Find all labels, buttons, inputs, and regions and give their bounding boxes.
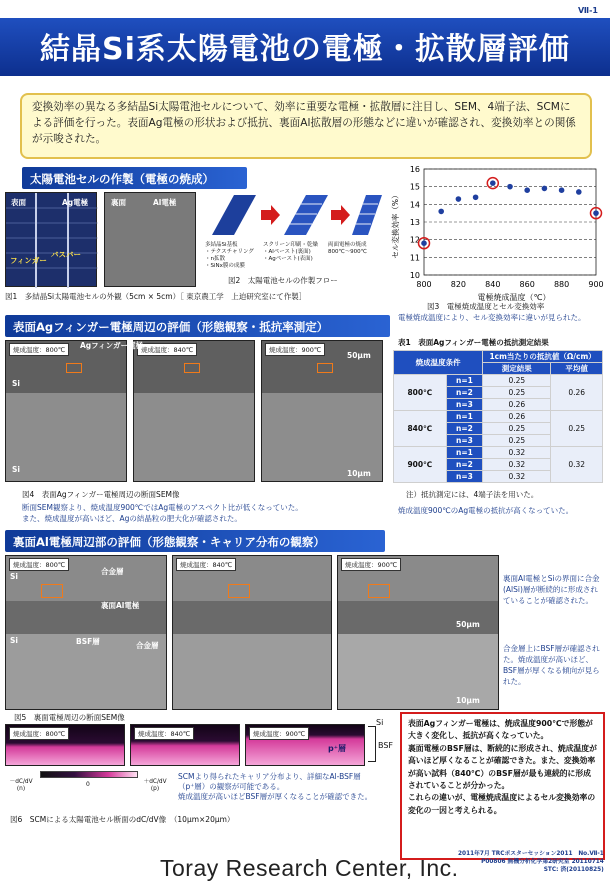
chart-point [593,210,599,216]
cell-back-photo [104,192,196,287]
fig5-caption: 図5 裏面電極周辺の断面SEM像 [14,713,125,722]
chart-point [473,194,479,200]
section-heading-back-al: 裏面Al電極周辺部の評価（形態観察・キャリア分布の観察） [5,530,385,552]
arrow-icon [261,205,280,225]
table-header-avg: 平均値 [551,363,603,375]
chart-y-tick-label: 10 [409,271,420,280]
chart-y-tick-label: 14 [409,200,420,210]
printed-cell-shape [284,195,328,235]
back-label: 裏面 [111,198,126,207]
back-temp-tag-800: 焼成温度：800℃ [9,558,69,571]
chart-y-tick-label: 12 [409,235,420,245]
back-scale-10um: 10μm [456,696,480,705]
chart-x-tick-label: 800 [416,280,432,289]
chart-point [507,184,513,190]
temp-tag-840: 焼成温度：840℃ [137,343,197,356]
ag-finger-label: Agフィンガー電極 [80,341,144,350]
scm-scale-minus: －dC/dV (n) [9,779,33,792]
summary-box: 変換効率の異なる多結晶Si太陽電池セルについて、効率に重要な電極・拡散層に注目し、SEM、4端子法、SCMによる評価を行った。表面Ag電極の形状および抵抗、裏面Al拡散層の形態などに違いが確認され、変換効率との関係が示唆された。 [20,93,592,159]
table-row: n=2 0.25 [394,387,603,399]
fired-cell-shape [352,195,382,235]
scm-color-scale [40,771,138,778]
scale-50um: 50μm [347,351,371,360]
scm-p-label: p⁺層 [328,744,346,753]
flow-step1: 多結晶Si基板 ・テクスチャリング ・n拡散 ・SiNx膜の成膜 [205,242,254,269]
sem-front-900 [261,340,383,482]
scm-temp-800: 焼成温度：800℃ [9,727,69,740]
back-temp-tag-900: 焼成温度：900℃ [341,558,401,571]
back-si-label-lower: Si [10,636,18,645]
scm-800 [5,724,125,766]
chart-y-tick-label: 16 [409,165,420,174]
table-row: n=3 0.32 [394,471,603,483]
fig4-notes: 断面SEM観察より、焼成温度900℃ではAg電極のアスペクト比が低くなっていた。 また、焼成温度が高いほど、Agの結晶粒の肥大化が確認された。 [22,503,303,523]
chart-point [524,187,530,193]
section-heading-cell-fabrication: 太陽電池セルの作製（電極の焼成） [22,167,247,189]
flow-step2: スクリーン印刷・乾燥 ・Alペースト(裏面) ・Agペースト(表面) [263,242,318,262]
alloy-label: 合金層 [101,567,124,576]
ag-electrode-label: Ag電極 [62,198,89,207]
chart-y-tick-label: 15 [409,182,420,192]
chart-ylabel: セル変換効率（%） [391,191,400,259]
conclusion-1: 表面Agフィンガー電極は、焼成温度900℃で形態が大きく変化し、抵抗が高くなっていた。 [408,719,593,741]
si-label-lower: Si [12,465,20,474]
page-title: 結晶Si系太陽電池の電極・拡散層評価 [40,32,570,67]
conclusion-2: 裏面電極のBSF層は、断続的に形成され、焼成温度が高いほど厚くなることが確認できた。また、変換効率が高い試料（840℃）のBSF層が最も連続的に形成されていることが分かった。 [408,743,597,791]
conclusion-3: これらの違いが、電極焼成温度によるセル変換効率の変化の一因と考えられる。 [408,793,596,815]
back-si-label: Si [10,572,18,581]
page-id: Ⅶ-1 [578,6,598,15]
chart-xlabel: 電極焼成温度（℃） [477,293,551,302]
sem-back-900 [337,555,499,710]
table-row: n=2 0.25 [394,423,603,435]
table-row: 900℃ n=1 0.32 0.32 [394,447,603,459]
sem-back-840 [172,555,332,710]
back-al-label: 裏面Al電極 [101,601,140,610]
substrate-shape [212,195,256,235]
fig3-caption: 図3 電極焼成温度とセル変換効率 [427,302,545,311]
scm-900 [245,724,365,766]
chart-x-tick-label: 880 [553,280,570,289]
si-label: Si [12,379,20,388]
sem-front-840 [133,340,255,482]
finger-label: フィンガー [10,256,47,265]
chart-point [490,180,496,186]
back-side-note-1: 裏面Al電極とSiの界面に合金(AlSi)層が断続的に形成されていることが確認された。 [503,574,600,605]
scm-temp-900: 焼成温度：900℃ [249,727,309,740]
table-row: n=2 0.32 [394,459,603,471]
temp-tag-900: 焼成温度：900℃ [265,343,325,356]
al-electrode-label: Al電極 [153,198,177,207]
fig6-caption: 図6 SCMによる太陽電池セル断面のdC/dV像 （10μm×20μm） [10,815,235,824]
section-heading-front-ag: 表面Agフィンガー電極周辺の評価（形態観察・抵抗率測定） [5,315,390,337]
table-header-condition: 焼成温度条件 [394,351,483,375]
fig2-caption: 図2 太陽電池セルの作製フロー [228,276,338,285]
chart-y-tick-label: 11 [409,253,420,263]
chart-point [576,189,582,195]
scm-bsf-label: BSF [378,741,394,750]
table-header-measured: 測定結果 [483,363,551,375]
scm-si-label: Si [376,718,384,727]
bsf-label: BSF層 [76,637,100,646]
scm-scale-zero: 0 [86,781,90,788]
chart-point [542,186,548,192]
flow-step3: 両面電極の焼成 800℃～900℃ [328,242,367,255]
resistance-table [393,350,603,483]
table1-footnote: 注）抵抗測定には、4端子法を用いた。 [406,490,539,499]
scale-10um: 10μm [347,469,371,478]
company-name: Toray Research Center, Inc. [160,855,459,881]
chart-point [438,209,444,215]
chart-x-tick-label: 860 [519,280,535,289]
front-label: 表面 [11,198,26,207]
table1-caption: 表1 表面Agフィンガー電極の抵抗測定結果 [398,338,549,347]
table-row: 800℃ n=1 0.25 0.26 [394,375,603,387]
sem-back-800 [5,555,167,710]
scm-temp-840: 焼成温度：840℃ [134,727,194,740]
table-row: n=3 0.25 [394,435,603,447]
fig1-caption: 図1 多結晶Si太陽電池セルの外観（5cm × 5cm）［ 東京農工学 上迫研究室にて作製］ [5,292,307,301]
fig4-caption: 図4 表面Agフィンガー電極周辺の断面SEM像 [22,490,180,499]
table-row: n=3 0.26 [394,399,603,411]
chart-point [559,187,565,193]
scm-notes: SCMより得られたキャリア分布より、詳細なAl-BSF層 （p⁺層）の観察が可能である。 焼成温度が高いほどBSF層が厚くなることが確認できた。 [178,772,373,801]
chart-x-tick-label: 900 [588,280,604,289]
fig3-note: 電極焼成温度により、セル変換効率に違いが見られた。 [398,313,586,322]
chart-y-tick-label: 13 [409,218,420,227]
chart-y-ticks [410,165,420,280]
fabrication-flow-diagram [204,190,382,240]
alloy-label-lower: 合金層 [136,641,159,650]
temp-tag-800: 焼成温度：800℃ [9,343,69,356]
scm-bracket [368,726,376,762]
chart-x-tick-label: 840 [485,280,501,289]
efficiency-chart [386,163,606,303]
scm-840 [130,724,240,766]
conclusion-box [400,712,605,860]
table-row: 840℃ n=1 0.26 0.25 [394,411,603,423]
table1-note: 焼成温度900℃のAg電極の抵抗が高くなっていた。 [398,506,574,515]
back-side-note-2: 合金層上にBSF層が確認された。焼成温度が高いほど、BSF層が厚くなる傾向が見られた。 [503,644,600,686]
back-temp-tag-840: 焼成温度：840℃ [176,558,236,571]
back-scale-50um: 50μm [456,620,480,629]
chart-x-ticks [416,280,603,289]
scm-scale-plus: ＋dC/dV (p) [143,779,167,792]
chart-point [421,240,427,246]
cell-front-photo [5,192,97,287]
chart-points [419,178,602,249]
busbar-label: バスバー [51,250,81,259]
arrow-icon [331,205,350,225]
chart-point [456,196,462,202]
sem-front-800 [5,340,127,482]
footer-meta: 2011年7月 TRCポスターセッション2011 No.Ⅶ-1 P00806 無機分析化学第2研究室 20110714 STC: 済(20110825) [458,851,604,873]
chart-x-tick-label: 820 [450,280,467,289]
table-header-resistance: 1cm当たりの抵抗値（Ω/cm） [483,351,603,363]
